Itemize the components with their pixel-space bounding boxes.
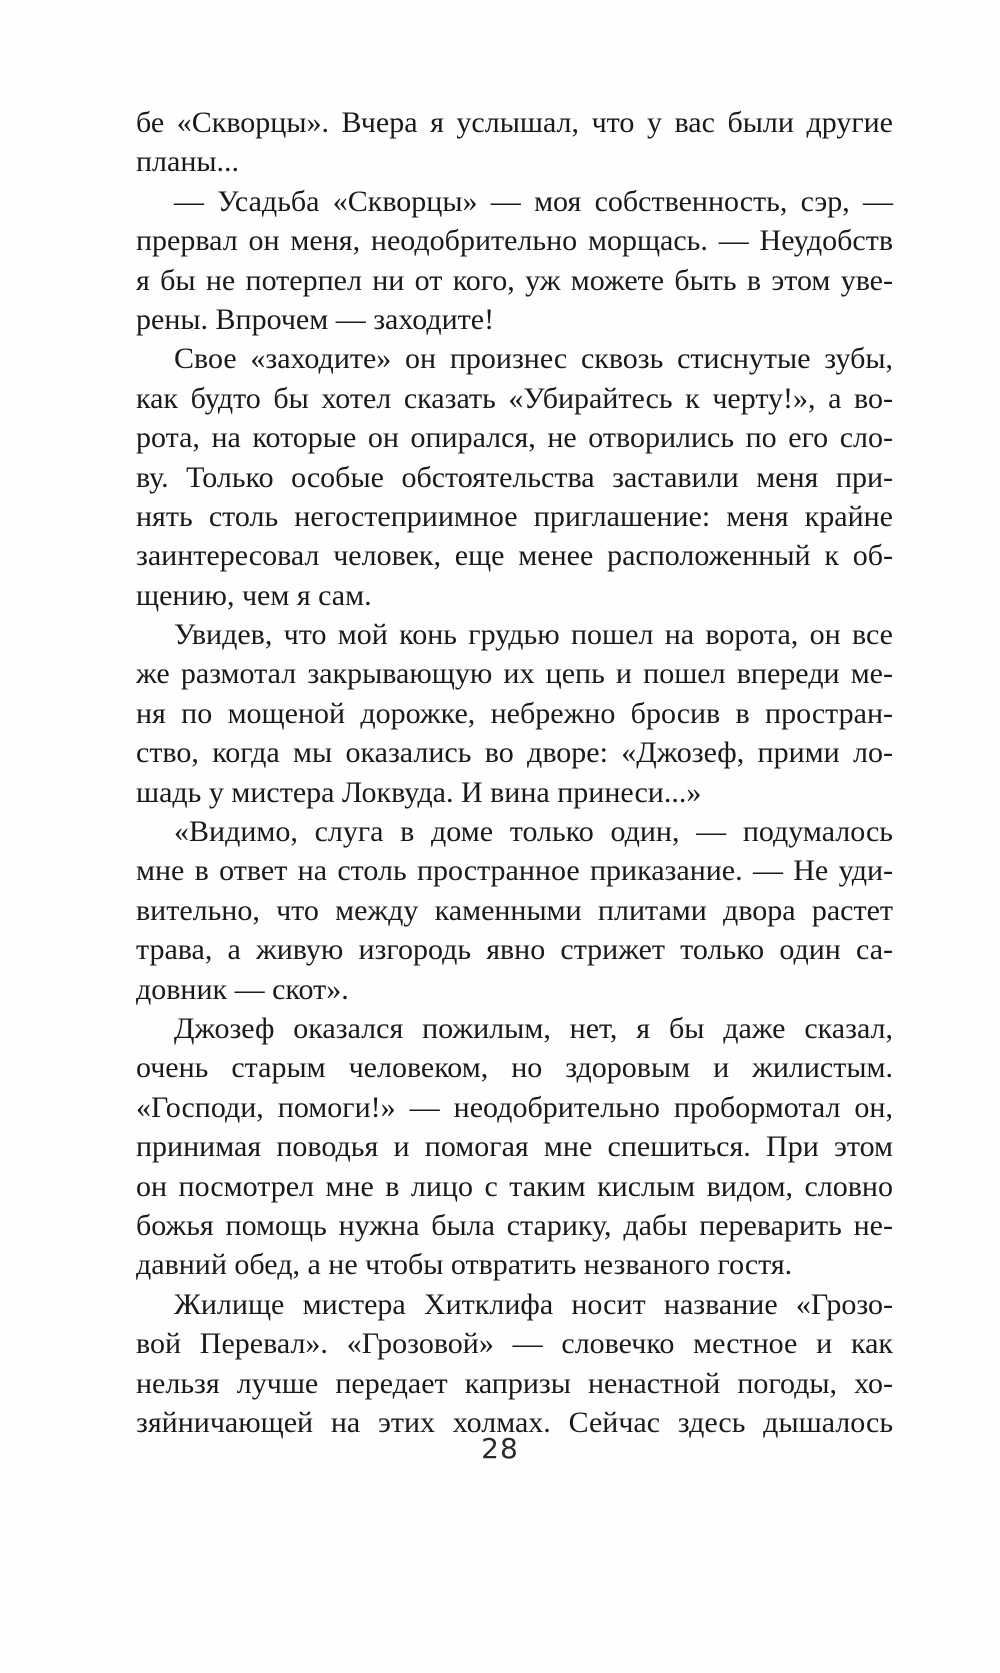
text-line: вой Перевал». «Грозовой» — словечко местное и как <box>136 1327 893 1361</box>
page-number: 28 <box>481 1432 519 1465</box>
paragraph <box>136 103 893 182</box>
paragraph <box>136 1009 893 1285</box>
text-line: как будто бы хотел сказать «Убирайтесь к черту!», а во- <box>136 381 893 415</box>
text-line: прервал он меня, неодобрительно морщась. — Неудобств <box>136 224 893 258</box>
text-line: «Господи, помоги!» — неодобрительно пробормотал он, <box>136 1090 893 1124</box>
text-line: вительно, что между каменными плитами двора растет <box>136 893 893 927</box>
text-line: нельзя лучше передает капризы ненастной погоды, хо- <box>136 1366 893 1400</box>
text-line: же размотал закрывающую их цепь и пошел впереди ме- <box>136 657 893 691</box>
text-line: Увидев, что мой конь грудью пошел на ворота, он все <box>174 618 893 652</box>
body-text <box>136 103 893 1442</box>
text-line: нять столь негостеприимное приглашение: меня крайне <box>136 499 893 533</box>
text-line: Свое «заходите» он произнес сквозь стиснутые зубы, <box>174 342 893 376</box>
text-line: шадь у мистера Локвуда. И вина принеси...» <box>136 775 702 809</box>
text-line: трава, а живую изгородь явно стрижет только один са- <box>136 933 893 967</box>
text-line: Жилище мистера Хитклифа носит название «Грозо- <box>174 1287 893 1321</box>
text-line: Джозеф оказался пожилым, нет, я бы даже сказал, <box>174 1011 893 1045</box>
text-line: зяйничающей на этих холмах. Сейчас здесь дышалось <box>136 1405 893 1439</box>
paragraph <box>136 339 893 615</box>
text-line: он посмотрел мне в лицо с таким кислым видом, словно <box>136 1169 893 1203</box>
text-line: ство, когда мы оказались во дворе: «Джозеф, прими ло- <box>136 736 893 770</box>
text-line: заинтересовал человек, еще менее расположенный к об- <box>136 539 893 573</box>
text-line: рота, на которые он опирался, не отворились по его сло- <box>136 421 893 455</box>
text-line: принимая поводья и помогая мне спешиться. При этом <box>136 1130 893 1164</box>
text-line: планы... <box>136 145 240 179</box>
paragraph <box>136 182 893 340</box>
text-line: я бы не потерпел ни от кого, уж можете быть в этом уве- <box>136 263 893 297</box>
text-line: — Усадьба «Скворцы» — моя собственность, сэр, — <box>174 184 893 218</box>
text-line: мне в ответ на столь пространное приказание. — Не уди- <box>136 854 893 888</box>
text-line: ву. Только особые обстоятельства заставили меня при- <box>136 460 893 494</box>
paragraph <box>136 615 893 812</box>
paragraph <box>136 1285 893 1443</box>
text-line: щению, чем я сам. <box>136 578 372 612</box>
text-line: божья помощь нужна была старику, дабы переварить не- <box>136 1208 893 1242</box>
text-line: ня по мощеной дорожке, небрежно бросив в простран- <box>136 696 893 730</box>
text-line: давний обед, а не чтобы отвратить незваного гостя. <box>136 1248 793 1282</box>
text-line: «Видимо, слуга в доме только один, — подумалось <box>174 815 893 849</box>
text-line: довник — скот». <box>136 972 349 1006</box>
text-line: очень старым человеком, но здоровым и жилистым. <box>136 1051 893 1085</box>
text-line: рены. Впрочем — заходите! <box>136 302 495 336</box>
text-line: бе «Скворцы». Вчера я услышал, что у вас были другие <box>136 106 893 139</box>
paragraph <box>136 812 893 1009</box>
